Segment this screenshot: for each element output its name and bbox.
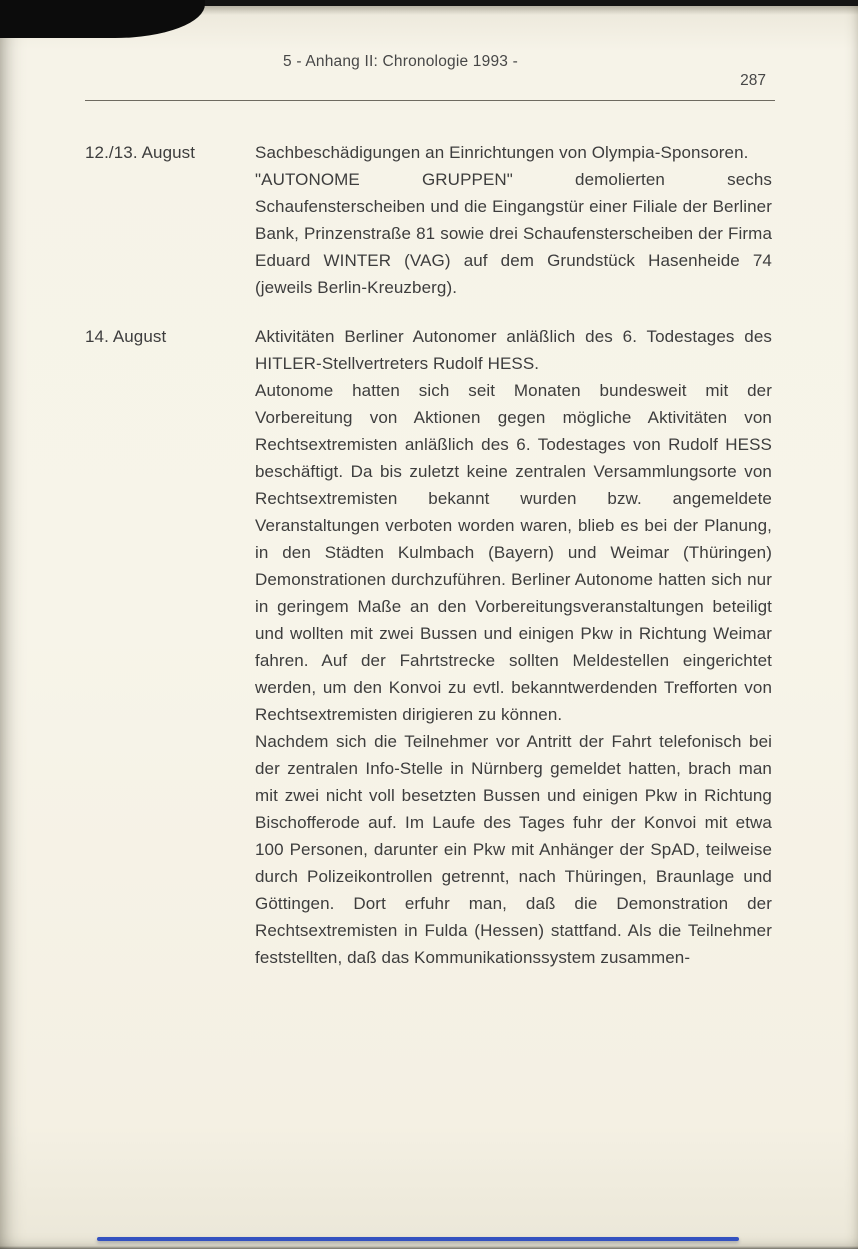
running-header: 5 - Anhang II: Chronologie 1993 - [283,53,518,70]
scan-artifact-bottom-blue-line [97,1237,739,1241]
entry-paragraph: Aktivitäten Berliner Autonomer anläßlich des 6. Todestages des HITLER-Stellvertreters Rudolf HESS. [255,327,772,373]
scan-artifact-corner [0,0,205,38]
chronology-entry [85,323,772,971]
entry-body [255,323,772,971]
entry-paragraph: "AUTONOME GRUPPEN" demolierten sechs Schaufensterscheiben und die Eingangstür einer Filiale der Berliner Bank, Prinzenstraße 81 sowie drei Schaufensterscheiben der Firma Eduard WINTER (VAG) auf dem Grundstück Hasenheide 74 (jeweils Berlin-Kreuzberg). [255,170,772,297]
entry-date: 12./13. August [85,143,196,162]
page-number: 287 [740,72,766,89]
entry-body [255,139,772,301]
entry-paragraph: Nachdem sich die Teilnehmer vor Antritt der Fahrt telefonisch bei der zentralen Info-Stelle in Nürnberg gemeldet hatten, brach man mit zwei nicht voll besetzten Bussen und einigen Pkw in Richtung Bischofferode auf. Im Laufe des Tages fuhr der Konvoi mit etwa 100 Personen, darunter ein Pkw mit Anhänger der SpAD, teilweise durch Polizeikontrollen getrennt, nach Thüringen, Braunlage und Göttingen. Dort erfuhr man, daß die Demonstration der Rechtsextremisten in Fulda (Hessen) stattfand. Als die Teilnehmer feststellten, daß das Kommunikationssystem zusammen- [255,732,772,967]
entry-paragraph: Sachbeschädigungen an Einrichtungen von Olympia-Sponsoren. [255,143,749,162]
entry-date: 14. August [85,327,167,346]
entry-paragraph: Autonome hatten sich seit Monaten bundesweit mit der Vorbereitung von Aktionen gegen mögliche Aktivitäten von Rechtsextremisten anläßlich des 6. Todestages von Rudolf HESS beschäftigt. Da bis zuletzt keine zentralen Versammlungsorte von Rechtsextremisten bekannt wurden bzw. angemeldete Veranstaltungen verboten worden waren, blieb es bei der Planung, in den Städten Kulmbach (Bayern) und Weimar (Thüringen) Demonstrationen durchzuführen. Berliner Autonome hatten sich nur in geringem Maße an den Vorbereitungsveranstaltungen beteiligt und wollten mit zwei Bussen und einigen Pkw in Richtung Weimar fahren. Auf der Fahrtstrecke sollten Meldestellen eingerichtet werden, um den Konvoi zu evtl. bekanntwerdenden Trefforten von Rechtsextremisten dirigieren zu können. [255,381,772,724]
chronology-content [85,139,772,971]
header-divider [85,100,775,101]
chronology-entry [85,139,772,301]
